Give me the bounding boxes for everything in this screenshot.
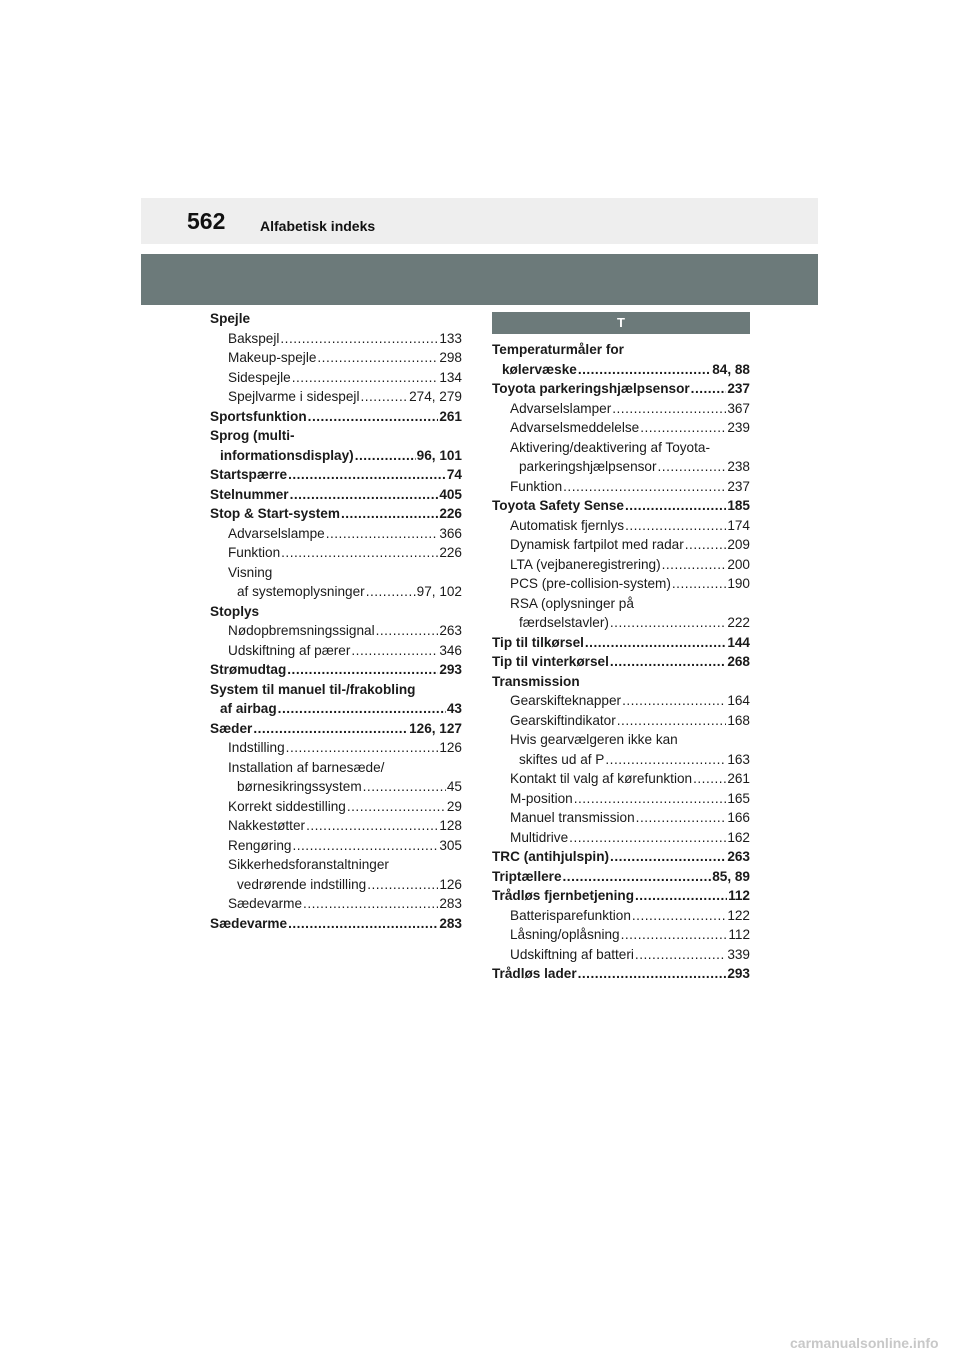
entry-text: TRC (antihjulspin) [492, 849, 610, 864]
page-reference: 339 [727, 946, 750, 962]
entry-text: af systemoplysninger [237, 584, 365, 599]
dot-leader [662, 555, 727, 575]
page-reference: 226 [439, 545, 462, 560]
dot-leader [367, 875, 438, 895]
page-reference: 133 [439, 330, 462, 346]
entry-text: LTA (vejbaneregistrering) [510, 556, 661, 572]
dot-leader [303, 894, 438, 914]
entry-text: Sidespejle [228, 369, 291, 385]
dot-leader [658, 457, 727, 477]
page-reference: 174 [727, 517, 750, 533]
page-reference: 112 [728, 888, 750, 903]
dot-leader [290, 485, 439, 505]
dot-leader [685, 535, 727, 555]
page-reference: 293 [439, 662, 462, 677]
index-entry [210, 329, 462, 349]
page-number: 562 [187, 208, 226, 234]
entry-text: Sprog (multi- [210, 428, 295, 443]
index-entry [210, 836, 462, 856]
index-entry [210, 348, 462, 368]
dot-leader [376, 621, 439, 641]
entry-text: Hvis gearvælgeren ikke kan [510, 732, 678, 747]
dot-leader [640, 418, 726, 438]
page-reference: 128 [439, 818, 462, 833]
entry-text: vedrørende indstilling [237, 876, 367, 892]
dot-leader [288, 465, 446, 485]
page-reference: 43 [446, 701, 462, 716]
index-entry [210, 387, 462, 407]
index-entry [492, 379, 750, 399]
dot-leader [585, 633, 726, 653]
entry-text: Triptællere [492, 868, 562, 884]
entry-text: Trådløs lader [492, 966, 577, 981]
page-reference: 209 [727, 537, 750, 552]
index-entry [492, 711, 750, 731]
entry-text: Visning [228, 564, 273, 580]
index-entry [492, 867, 750, 887]
letter-heading: T [492, 312, 750, 334]
index-entry [210, 719, 462, 739]
index-entry [210, 914, 462, 934]
index-entry [210, 641, 462, 661]
dot-leader [360, 387, 408, 407]
entry-text: Kontakt til valg af kørefunktion [510, 771, 693, 786]
dot-leader [363, 777, 446, 797]
index-entry [210, 758, 462, 778]
index-entry [210, 446, 462, 466]
entry-text: børnesikringssystem [237, 779, 362, 794]
entry-text: Indstilling [228, 740, 285, 755]
page-reference: 126 [439, 876, 462, 892]
dot-leader [355, 446, 416, 466]
page-reference: 283 [439, 896, 462, 911]
entry-text: Manuel transmission [510, 810, 635, 825]
page-reference: 164 [727, 693, 750, 708]
index-entry [492, 828, 750, 848]
dot-leader [622, 691, 726, 711]
page-reference: 237 [727, 478, 750, 494]
dot-leader [691, 379, 727, 399]
entry-text: Stelnummer [210, 486, 289, 502]
dot-leader [578, 964, 727, 984]
page-reference: 367 [727, 400, 750, 416]
page-reference: 97, 102 [416, 584, 462, 599]
index-entry [210, 524, 462, 544]
entry-text: Batterisparefunktion [510, 907, 631, 923]
page-reference: 45 [446, 779, 462, 794]
watermark: carmanualsonline.info [790, 1335, 939, 1351]
page-reference: 96, 101 [416, 447, 462, 463]
page-reference: 122 [727, 907, 750, 923]
dot-leader [625, 496, 726, 516]
page-reference: 237 [727, 381, 750, 396]
page-reference: 166 [727, 810, 750, 825]
index-entries-right [492, 340, 750, 984]
index-entry [210, 602, 462, 622]
index-entry [492, 438, 750, 458]
header-decor-band [141, 254, 818, 305]
dot-leader [612, 399, 726, 419]
index-entry [492, 399, 750, 419]
page-reference: 366 [439, 525, 462, 541]
page-reference: 274, 279 [409, 389, 462, 404]
index-entry [492, 613, 750, 633]
page-reference: 283 [439, 915, 462, 931]
entry-text: Sædevarme [228, 896, 303, 911]
entry-text: Nakkestøtter [228, 818, 306, 833]
page-reference: 29 [446, 798, 462, 814]
page-reference: 74 [446, 467, 462, 482]
index-entry [210, 582, 462, 602]
entry-text: Aktivering/deaktivering af Toyota- [510, 439, 710, 455]
entry-text: Sportsfunktion [210, 408, 307, 424]
index-column-right [492, 309, 750, 984]
index-entry [210, 485, 462, 505]
entry-text: af airbag [220, 701, 277, 716]
page-header [141, 198, 818, 244]
entry-text: Advarselsmeddelelse [510, 420, 640, 435]
index-entry [492, 360, 750, 380]
index-entry [210, 465, 462, 485]
page-reference: 305 [439, 837, 462, 853]
dot-leader [563, 867, 712, 887]
entry-text: Udskiftning af batteri [510, 946, 634, 962]
dot-leader [632, 906, 726, 926]
dot-leader [617, 711, 727, 731]
entry-text: Nødopbremsningssignal [228, 623, 375, 638]
dot-leader [621, 925, 728, 945]
entry-text: Multidrive [510, 829, 569, 845]
index-entry [210, 894, 462, 914]
entry-text: Dynamisk fartpilot med radar [510, 537, 684, 552]
entry-text: Tip til tilkørsel [492, 634, 584, 650]
index-entry [492, 789, 750, 809]
page-reference: 405 [439, 486, 462, 502]
index-entry [210, 368, 462, 388]
page-reference: 84, 88 [712, 361, 750, 377]
entry-text: Sæder [210, 720, 253, 736]
index-entry [210, 875, 462, 895]
index-entry [210, 855, 462, 875]
dot-leader [306, 816, 438, 836]
entry-text: Startspærre [210, 467, 288, 482]
index-entry [210, 543, 462, 563]
entry-text: Sædevarme [210, 915, 288, 931]
entry-text: Tip til vinterkørsel [492, 654, 609, 669]
dot-leader [563, 477, 726, 497]
dot-leader [610, 613, 726, 633]
dot-leader [347, 797, 446, 817]
dot-leader [366, 582, 416, 602]
dot-leader [672, 574, 726, 594]
index-entry [492, 906, 750, 926]
dot-leader [635, 886, 727, 906]
index-entry [492, 340, 750, 360]
dot-leader [286, 738, 439, 758]
entry-text: Stoplys [210, 603, 260, 619]
index-entry [210, 680, 462, 700]
index-entry [492, 672, 750, 692]
page-reference: 144 [727, 634, 750, 650]
entry-text: Installation af barnesæde/ [228, 759, 385, 775]
dot-leader [569, 828, 726, 848]
index-entry [492, 652, 750, 672]
entry-text: Udskiftning af pærer [228, 642, 351, 658]
entry-text: Transmission [492, 673, 580, 689]
index-entry [210, 816, 462, 836]
entry-text: skiftes ud af P [519, 751, 605, 767]
dot-leader [326, 524, 439, 544]
dot-leader [292, 836, 438, 856]
index-entry [492, 925, 750, 945]
entry-text: kølervæske [502, 361, 577, 377]
entry-text: Bakspejl [228, 330, 280, 346]
index-entry [492, 516, 750, 536]
page-reference: 190 [727, 576, 750, 591]
index-entry [492, 457, 750, 477]
page-reference: 263 [439, 623, 462, 638]
entry-text: Sikkerhedsforanstaltninger [228, 857, 389, 872]
section-title: Alfabetisk indeks [260, 218, 376, 234]
entry-text: RSA (oplysninger på [510, 595, 634, 611]
index-entry [492, 847, 750, 867]
dot-leader [574, 789, 727, 809]
entry-text: Automatisk fjernlys [510, 517, 625, 533]
page-reference: 293 [727, 966, 750, 981]
index-entry [492, 769, 750, 789]
index-entry [492, 496, 750, 516]
dot-leader [605, 750, 726, 770]
dot-leader [636, 808, 727, 828]
page-reference: 239 [727, 420, 750, 435]
index-entry [492, 945, 750, 965]
dot-leader [610, 652, 726, 672]
page-reference: 134 [439, 369, 462, 385]
entry-text: Korrekt siddestilling [228, 798, 346, 814]
page-reference: 85, 89 [712, 868, 750, 884]
entry-text: Gearskiftindikator [510, 712, 616, 728]
entry-text: Låsning/oplåsning [510, 927, 620, 942]
entry-text: Advarselslamper [510, 400, 612, 416]
page-reference: 112 [728, 927, 750, 942]
dot-leader [253, 719, 408, 739]
entry-text: Funktion [510, 478, 563, 494]
index-entry [492, 886, 750, 906]
entry-text: parkeringshjælpsensor [519, 459, 657, 474]
page-reference: 165 [727, 790, 750, 806]
index-entry [492, 574, 750, 594]
index-entry [210, 777, 462, 797]
dot-leader [292, 368, 439, 388]
index-entry [492, 418, 750, 438]
entry-text: Trådløs fjernbetjening [492, 888, 634, 903]
index-entry [210, 426, 462, 446]
page-reference: 222 [727, 615, 750, 630]
index-entry [210, 738, 462, 758]
entry-text: Stop & Start-system [210, 506, 340, 521]
dot-leader [308, 407, 439, 427]
index-entry [492, 535, 750, 555]
entry-text: Toyota Safety Sense [492, 498, 624, 513]
entry-text: Spejlvarme i sidespejl [228, 389, 360, 404]
entry-text: Funktion [228, 545, 281, 560]
index-entry [210, 699, 462, 719]
page-reference: 126 [439, 740, 462, 755]
index-entry [492, 555, 750, 575]
index-entry [492, 633, 750, 653]
dot-leader [280, 329, 438, 349]
index-entry [492, 691, 750, 711]
index-entry [492, 964, 750, 984]
page-reference: 263 [727, 849, 750, 864]
dot-leader [278, 699, 446, 719]
index-column-left [210, 309, 462, 933]
page-reference: 200 [727, 556, 750, 572]
entry-text: færdselstavler) [519, 615, 609, 630]
page-reference: 298 [439, 350, 462, 365]
dot-leader [635, 945, 726, 965]
page-reference: 261 [727, 771, 750, 786]
entry-text: System til manuel til-/frakobling [210, 681, 416, 697]
dot-leader [281, 543, 438, 563]
entry-text: Spejle [210, 311, 251, 326]
page-reference: 261 [439, 408, 462, 424]
entry-text: Toyota parkeringshjælpsensor [492, 381, 690, 396]
dot-leader [317, 348, 438, 368]
entry-text: PCS (pre-collision-system) [510, 576, 671, 591]
entry-text: informationsdisplay) [220, 447, 354, 463]
index-entry [210, 563, 462, 583]
index-entry [492, 730, 750, 750]
index-entry [492, 477, 750, 497]
index-entry [492, 750, 750, 770]
dot-leader [287, 660, 438, 680]
entry-text: Gearskifteknapper [510, 693, 622, 708]
dot-leader [341, 504, 438, 524]
index-entry [210, 660, 462, 680]
dot-leader [610, 847, 726, 867]
page-reference: 346 [439, 642, 462, 658]
page-reference: 163 [727, 751, 750, 767]
entry-text: Temperaturmåler for [492, 342, 624, 357]
index-entry [492, 808, 750, 828]
dot-leader [693, 769, 726, 789]
dot-leader [288, 914, 438, 934]
entry-text: M-position [510, 790, 573, 806]
index-entry [210, 309, 462, 329]
entry-text: Rengøring [228, 837, 292, 853]
entry-text: Strømudtag [210, 662, 287, 677]
page-reference: 162 [727, 829, 750, 845]
page-reference: 185 [727, 498, 750, 513]
entry-text: Makeup-spejle [228, 350, 317, 365]
index-entry [210, 407, 462, 427]
index-entry [492, 594, 750, 614]
entry-text: Advarselslampe [228, 525, 325, 541]
page-reference: 226 [439, 506, 462, 521]
page-reference: 168 [727, 712, 750, 728]
index-entry [210, 504, 462, 524]
dot-leader [351, 641, 438, 661]
dot-leader [578, 360, 711, 380]
index-entry [210, 797, 462, 817]
page-reference: 238 [727, 459, 750, 474]
index-entry [210, 621, 462, 641]
dot-leader [625, 516, 726, 536]
page-reference: 126, 127 [409, 720, 462, 736]
page-reference: 268 [727, 654, 750, 669]
